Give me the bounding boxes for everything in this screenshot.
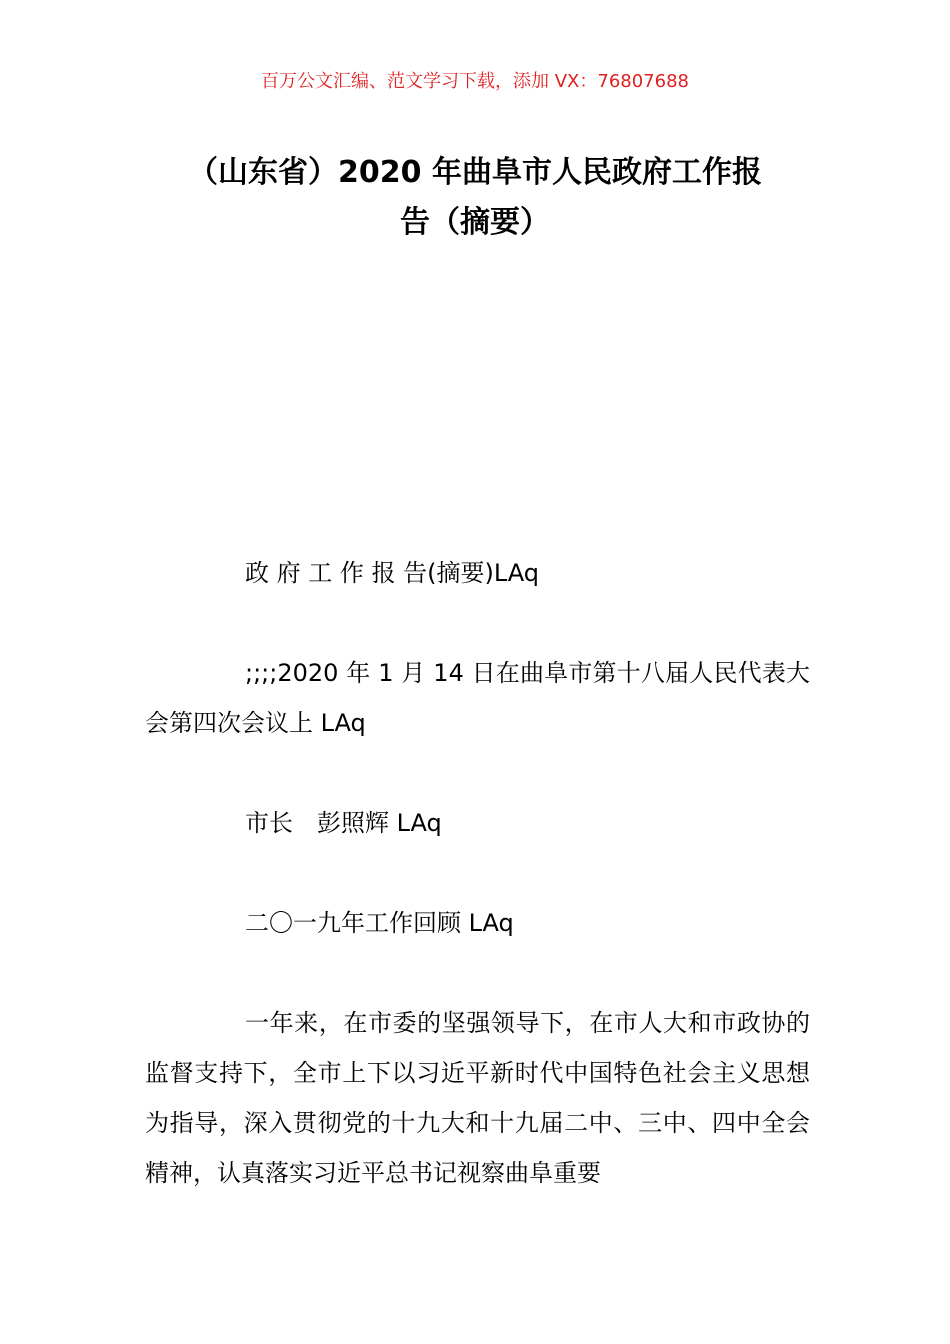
paragraph-meeting-date [145, 648, 810, 748]
document-title-line-1: （山东省）2020 年曲阜市人民政府工作报 [188, 155, 762, 190]
paragraph-text: 政 府 工 作 报 告(摘要)LAq [245, 559, 540, 587]
paragraph-review-body [145, 998, 810, 1198]
document-title [140, 148, 810, 248]
paragraph-section-heading [145, 898, 810, 948]
paragraph-report-heading [145, 548, 810, 598]
paragraph-text: 市长 彭照辉 LAq [245, 809, 442, 837]
paragraph-text: ;;;;2020 年 1 月 14 日在曲阜市第十八届人民代表大会第四次会议上 LAq [145, 659, 810, 737]
paragraph-mayor [145, 798, 810, 848]
watermark-header-note: 百万公文汇编、范文学习下载，添加 VX：76807688 [261, 71, 689, 92]
document-title-line-2: 告（摘要） [400, 205, 550, 240]
paragraph-text: 一年来，在市委的坚强领导下，在市人大和市政协的监督支持下，全市上下以习近平新时代中国特色社会主义思想为指导，深入贯彻党的十九大和十九届二中、三中、四中全会精神，认真落实习近平总书记视察曲阜重要 [145, 1009, 810, 1187]
paragraph-text: 二〇一九年工作回顾 LAq [245, 909, 514, 937]
